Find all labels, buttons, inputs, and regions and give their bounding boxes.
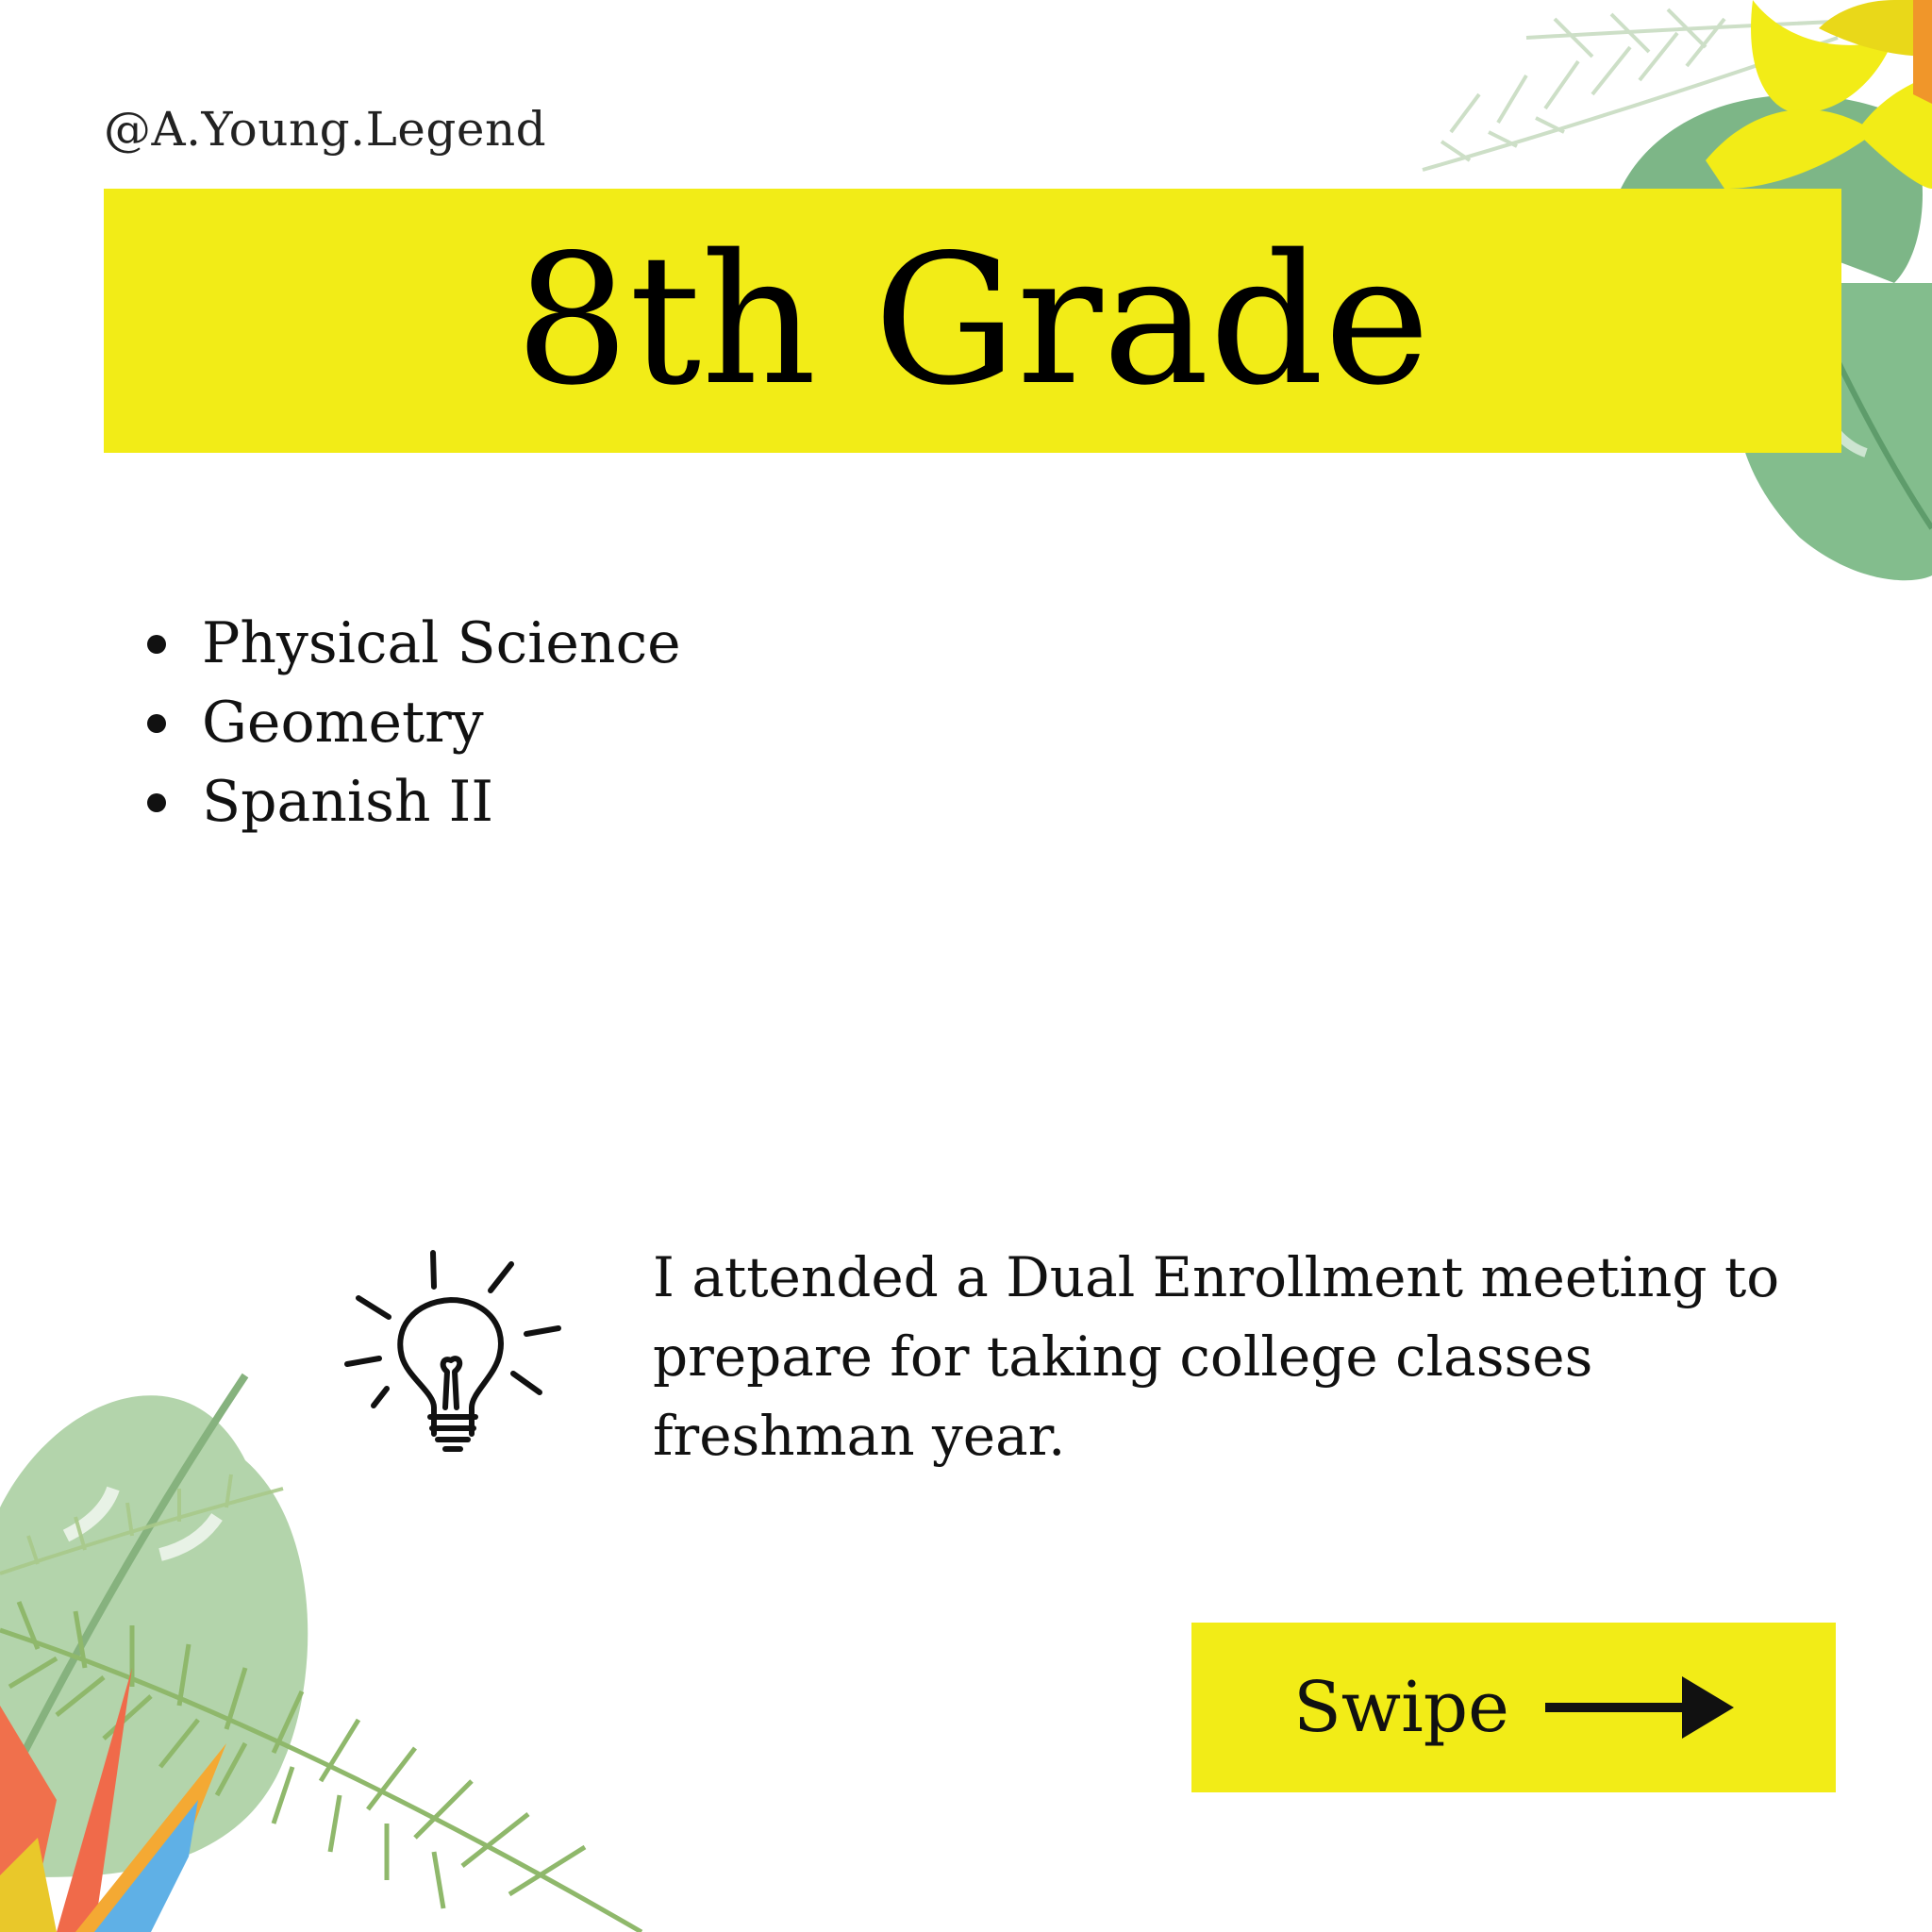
swipe-button[interactable] xyxy=(1191,1623,1836,1792)
arrow-right-icon xyxy=(1545,1674,1734,1740)
lightbulb-icon xyxy=(340,1245,566,1462)
dual-enrollment-note: I attended a Dual Enrollment meeting to prepare for taking college classes freshman year. xyxy=(653,1245,1780,1468)
list-item: Physical Science xyxy=(142,604,681,683)
list-item: Geometry xyxy=(142,683,681,762)
page-title: 8th Grade xyxy=(515,216,1430,425)
account-handle: @A.Young.Legend xyxy=(104,102,547,157)
swipe-label: Swipe xyxy=(1293,1667,1509,1748)
list-item: Spanish II xyxy=(142,762,681,841)
title-banner xyxy=(104,189,1841,453)
course-list xyxy=(142,604,681,841)
